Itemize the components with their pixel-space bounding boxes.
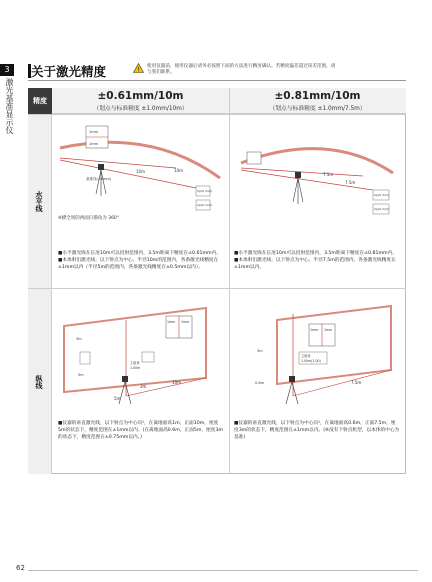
chapter-number: 3	[0, 64, 14, 76]
page-title: 关于激光精度	[31, 64, 107, 79]
dim-label: 1mm	[310, 328, 319, 332]
column-main-left: ±0.61mm/10m	[97, 90, 184, 102]
description-horizontal-right: ■水平激光线在长度10m可以投射范围内，3.5m距离下精度在±0.81mm内。 ■本体射出激光线，以下射点为中心，半径7.5m的范围内，各条激光线精度在±1mm以内。	[234, 251, 397, 270]
dim-label: 0.6m	[255, 381, 264, 385]
dim-label: Cp(0 mm)	[374, 207, 390, 211]
tripod-leg	[101, 170, 106, 194]
warning-icon	[133, 63, 144, 73]
laser-unit	[295, 172, 301, 178]
dim-label: Cp(0 mm)	[197, 203, 213, 207]
header-divider	[28, 114, 406, 115]
tripod-leg	[96, 170, 101, 194]
laser-unit	[98, 164, 104, 170]
laser-unit	[289, 376, 295, 382]
dim-label: 1mm	[167, 320, 176, 324]
dim-label: 5m	[78, 373, 84, 377]
dim-label: 1.00m	[130, 366, 141, 370]
dim-label: 3m	[257, 349, 263, 353]
dim-label: 1mm	[181, 320, 190, 324]
dim-label: 10m	[174, 168, 183, 173]
dim-label: 7.5m	[345, 180, 356, 185]
header-label: 精度	[28, 88, 52, 114]
laser-unit	[122, 376, 128, 382]
target-box	[247, 152, 261, 164]
laser-line	[60, 158, 176, 168]
row-label-vertical: 纵线	[28, 289, 52, 474]
vertical-diagram-right	[233, 300, 401, 412]
svg-text:!: !	[137, 66, 140, 73]
dim-label: 5m	[114, 396, 121, 401]
dim-label: 1mm	[89, 142, 99, 146]
dim-label: 3m	[76, 337, 82, 341]
dim-label: Cp(0 mm)	[197, 189, 213, 193]
warning-text: 使用仪器前，使用仪器后请务必按照下面的方法进行精度确认。若精度偏差超过误差范围，请与我们联系。	[147, 64, 336, 75]
row-divider	[28, 288, 406, 289]
page-number: 62	[16, 564, 25, 572]
column-sub-left: （划点与标准精度 ±1.0mm/10m）	[93, 106, 188, 112]
dim-label: 主射角	[130, 361, 140, 365]
column-header-left	[52, 88, 229, 114]
dim-label: 基准线(±1mm)	[86, 177, 112, 181]
column-main-right: ±0.81mm/10m	[274, 90, 361, 102]
horizontal-diagram-right	[233, 118, 401, 218]
dim-label: 3m	[140, 384, 147, 389]
dim-label: 7.5m	[323, 172, 334, 177]
description-horizontal-left: ■水平激光线在长度10m可以投射范围内，3.5m距离下精度在±0.61mm内。 ■本体射出激光线，以下射点为中心，半径10m的范围内，各条激光线精度在±1mm以内（半径5m的范围内，各条激光线精度在±0.5mm以内）。	[58, 251, 221, 270]
vertical-diagram-left	[56, 300, 224, 412]
chapter-label: 激光基准显示仪	[5, 78, 14, 134]
horizontal-diagram-left	[56, 118, 224, 218]
description-vertical-left: ■仪器的垂直激光线，以下射点为中心向¹，在离地面高1m，正面10m，厘度5m的状态下，精度范围在±1mm以内。(在离地面高0.6m，正面5m，厘度3m的状态下，精度范围在±0.75mm以内。)	[58, 421, 224, 440]
dim-label: Cp(0 mm)	[374, 193, 390, 197]
dim-label: 10m	[172, 380, 181, 385]
column-header-right	[229, 88, 406, 114]
footer-rule	[28, 570, 418, 571]
column-sub-right: （划点与标准精度 ±1.0mm/7.5m）	[269, 106, 366, 112]
dim-label: 10m	[136, 169, 145, 174]
description-vertical-right: ■仪器的垂直激光线，以下射点为中心向¹，在离地面高0.6m，正面7.5m，厘度3m的状态下，精度范围在±1mm以内。(※没有下射点机型，以本体的中心为基准)	[234, 421, 400, 440]
dim-label: 7.5m	[351, 380, 362, 385]
column-divider	[229, 88, 230, 474]
dim-label: 1mm	[324, 328, 333, 332]
dim-label: 主射角	[301, 354, 311, 358]
title-rule	[28, 80, 406, 81]
laser-line	[241, 168, 363, 176]
dim-label: 1mm	[89, 130, 99, 134]
rotation-note: ※横全周的两面扫描角为 360°	[58, 216, 120, 221]
row-label-horizontal: 水平线	[28, 115, 52, 288]
dim-label: 1.00m(1.00)	[301, 359, 321, 363]
